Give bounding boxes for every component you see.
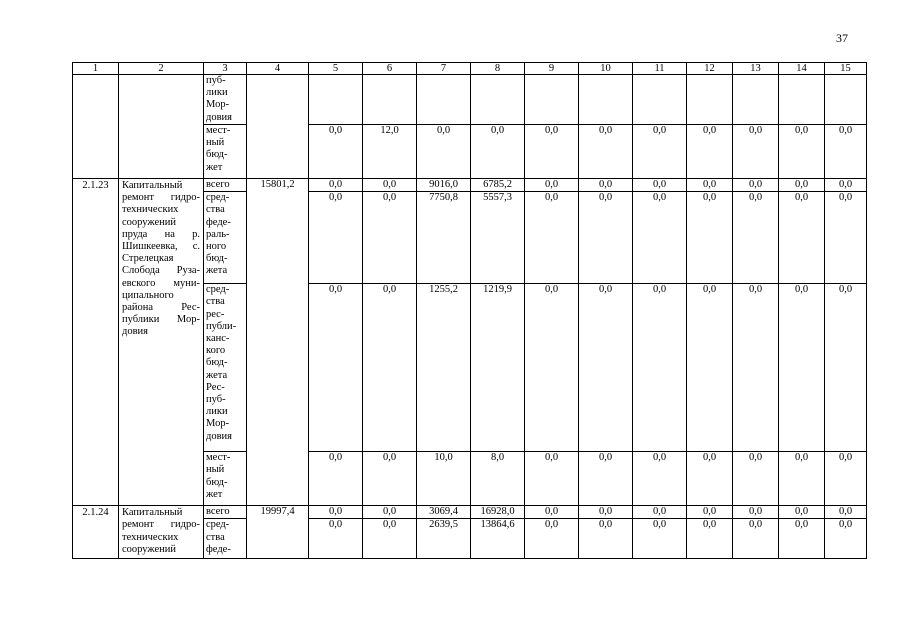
funding-source-cell: всего [204,179,247,192]
header-col-6: 6 [363,63,417,75]
value-cell-col12: 0,0 [687,125,733,179]
value-cell-col10: 0,0 [579,284,633,452]
value-cell-col9: 0,0 [525,125,579,179]
value-cell-col5: 0,0 [309,125,363,179]
value-cell-col7 [417,75,471,125]
value-cell-col7: 0,0 [417,125,471,179]
header-col-5: 5 [309,63,363,75]
value-cell-col11 [633,75,687,125]
value-cell-col6: 0,0 [363,452,417,506]
header-col-3: 3 [204,63,247,75]
value-cell-col6 [363,75,417,125]
value-cell-col9: 0,0 [525,506,579,519]
value-cell-col11: 0,0 [633,284,687,452]
value-cell-col12: 0,0 [687,506,733,519]
value-cell-col15: 0,0 [825,506,867,519]
description-cell: Капитальный ремонт гидро-технических сооружений пруда на р. Шишкеевка, с. Стрелецкая Слобода Руза-евского муни-ципального района Рес-публики Мор-довия [119,179,204,506]
header-col-9: 9 [525,63,579,75]
value-cell-col15: 0,0 [825,519,867,559]
value-cell-col5: 0,0 [309,506,363,519]
budget-table [72,62,867,559]
value-cell-col10: 0,0 [579,192,633,284]
value-cell-col12: 0,0 [687,179,733,192]
value-cell-col9 [525,75,579,125]
description-cell: Капитальный ремонт гидро-технических сооружений [119,506,204,559]
value-cell-col11: 0,0 [633,506,687,519]
value-cell-col8: 0,0 [471,125,525,179]
value-cell-col10 [579,75,633,125]
value-cell-col12 [687,75,733,125]
value-cell-col11: 0,0 [633,192,687,284]
header-col-8: 8 [471,63,525,75]
description-cell [119,75,204,179]
value-cell-col6: 12,0 [363,125,417,179]
value-cell-col13: 0,0 [733,519,779,559]
value-cell-col10: 0,0 [579,506,633,519]
header-col-10: 10 [579,63,633,75]
value-cell-col11: 0,0 [633,452,687,506]
value-cell-col8 [471,75,525,125]
value-cell-col10: 0,0 [579,519,633,559]
value-cell-col8: 16928,0 [471,506,525,519]
value-cell-col7: 1255,2 [417,284,471,452]
header-col-11: 11 [633,63,687,75]
code-cell: 2.1.23 [73,179,119,506]
value-cell-col14: 0,0 [779,179,825,192]
value-cell-col7: 9016,0 [417,179,471,192]
value-cell-col5: 0,0 [309,452,363,506]
value-cell-col5: 0,0 [309,284,363,452]
value-cell-col13: 0,0 [733,179,779,192]
value-cell-col9: 0,0 [525,192,579,284]
value-cell-col9: 0,0 [525,452,579,506]
funding-source-cell: мест- ный бюд- жет [204,125,247,179]
value-cell-col15: 0,0 [825,192,867,284]
value-cell-col6: 0,0 [363,179,417,192]
value-cell-col15: 0,0 [825,452,867,506]
value-cell-col9: 0,0 [525,179,579,192]
value-cell-col12: 0,0 [687,452,733,506]
value-cell-col9: 0,0 [525,519,579,559]
value-cell-col12: 0,0 [687,519,733,559]
header-row [73,63,867,75]
value-cell-col11: 0,0 [633,179,687,192]
total-cell: 15801,2 [247,179,309,506]
value-cell-col8: 5557,3 [471,192,525,284]
header-col-14: 14 [779,63,825,75]
value-cell-col14: 0,0 [779,506,825,519]
header-col-1: 1 [73,63,119,75]
value-cell-col5: 0,0 [309,192,363,284]
continuation-row [73,75,867,125]
value-cell-col13: 0,0 [733,125,779,179]
total-cell: 19997,4 [247,506,309,559]
value-cell-col15 [825,75,867,125]
value-cell-col6: 0,0 [363,284,417,452]
total-cell [247,75,309,179]
value-cell-col5 [309,75,363,125]
value-cell-col12: 0,0 [687,284,733,452]
value-cell-col14 [779,75,825,125]
value-cell-col8: 1219,9 [471,284,525,452]
code-cell: 2.1.24 [73,506,119,559]
value-cell-col14: 0,0 [779,452,825,506]
value-cell-col8: 13864,6 [471,519,525,559]
value-cell-col11: 0,0 [633,125,687,179]
value-cell-col14: 0,0 [779,192,825,284]
value-cell-col5: 0,0 [309,519,363,559]
value-cell-col6: 0,0 [363,519,417,559]
header-col-15: 15 [825,63,867,75]
funding-source-cell: сред- ства феде- [204,519,247,559]
value-cell-col13 [733,75,779,125]
value-cell-col14: 0,0 [779,284,825,452]
value-cell-col14: 0,0 [779,125,825,179]
value-cell-col10: 0,0 [579,125,633,179]
value-cell-col8: 6785,2 [471,179,525,192]
value-cell-col7: 2639,5 [417,519,471,559]
header-col-2: 2 [119,63,204,75]
funding-source-cell: пуб- лики Мор- довия [204,75,247,125]
item-2-1-23-row [73,179,867,192]
value-cell-col6: 0,0 [363,506,417,519]
value-cell-col6: 0,0 [363,192,417,284]
funding-source-cell: мест- ный бюд- жет [204,452,247,506]
funding-source-cell: сред- ства феде- раль- ного бюд- жета [204,192,247,284]
funding-source-cell: всего [204,506,247,519]
funding-source-cell: сред- ства рес- публи- канс- кого бюд- жета Рес- пуб- лики Мор- довия [204,284,247,452]
value-cell-col13: 0,0 [733,192,779,284]
value-cell-col15: 0,0 [825,284,867,452]
header-col-13: 13 [733,63,779,75]
code-cell [73,75,119,179]
value-cell-col15: 0,0 [825,179,867,192]
value-cell-col7: 7750,8 [417,192,471,284]
value-cell-col7: 3069,4 [417,506,471,519]
value-cell-col14: 0,0 [779,519,825,559]
value-cell-col5: 0,0 [309,179,363,192]
value-cell-col13: 0,0 [733,506,779,519]
value-cell-col11: 0,0 [633,519,687,559]
value-cell-col7: 10,0 [417,452,471,506]
item-2-1-24-row [73,506,867,519]
value-cell-col10: 0,0 [579,452,633,506]
header-col-7: 7 [417,63,471,75]
value-cell-col8: 8,0 [471,452,525,506]
value-cell-col15: 0,0 [825,125,867,179]
page-number: 37 [836,31,848,45]
value-cell-col12: 0,0 [687,192,733,284]
header-col-12: 12 [687,63,733,75]
header-col-4: 4 [247,63,309,75]
value-cell-col9: 0,0 [525,284,579,452]
value-cell-col10: 0,0 [579,179,633,192]
value-cell-col13: 0,0 [733,452,779,506]
value-cell-col13: 0,0 [733,284,779,452]
